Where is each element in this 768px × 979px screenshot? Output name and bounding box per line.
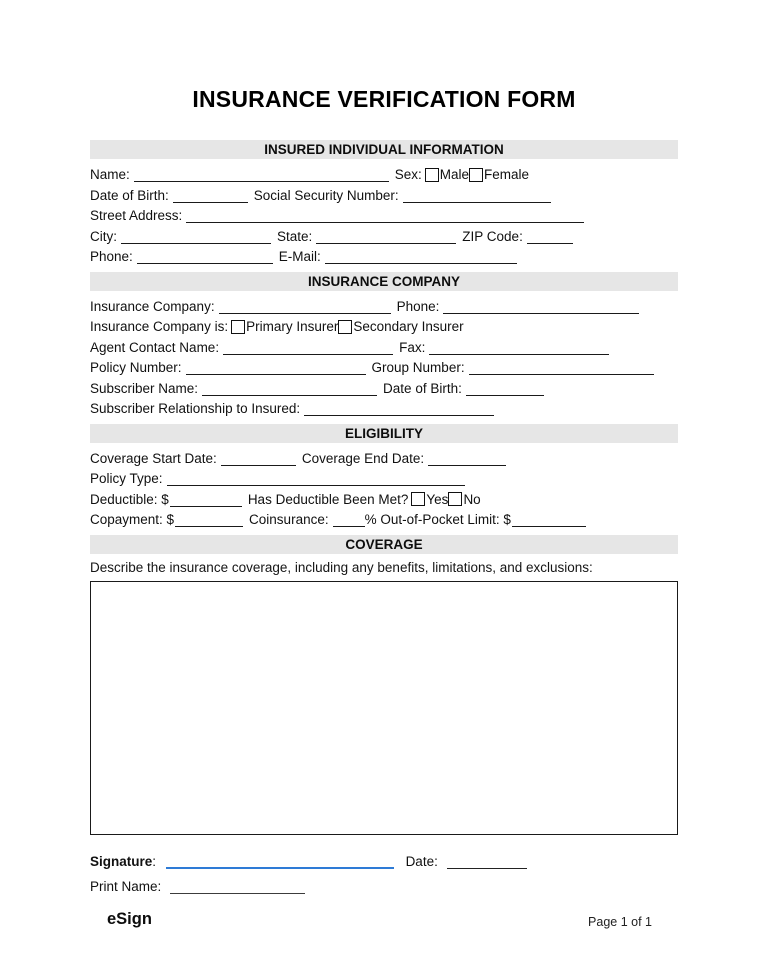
form-row (90, 358, 678, 379)
form-row (90, 297, 678, 318)
field-label: No (463, 491, 481, 507)
policy-type-line[interactable] (167, 472, 465, 486)
deductible-amount-line[interactable] (170, 493, 242, 507)
form-row (90, 206, 678, 227)
city-line[interactable] (121, 230, 271, 244)
field-label: Fax: (399, 339, 426, 355)
email-line[interactable] (325, 250, 517, 264)
field-label: Copayment: $ (90, 512, 175, 527)
field-label: Policy Number: (90, 360, 182, 375)
signature-label-colon: : (152, 853, 157, 869)
zip-code-line[interactable] (527, 230, 573, 244)
state-line[interactable] (316, 230, 456, 244)
street-address-line[interactable] (186, 209, 584, 223)
field-label: % Out-of-Pocket Limit: $ (364, 512, 511, 527)
group-number-line[interactable] (469, 361, 654, 375)
coverage-start-date-line[interactable] (221, 452, 296, 466)
field-label: Date of Birth: (90, 187, 169, 203)
field-label: Street Address: (90, 208, 183, 223)
form-row (90, 449, 678, 470)
subscriber-relationship-line[interactable] (304, 402, 494, 416)
social-security-number-line[interactable] (403, 189, 551, 203)
fax-line[interactable] (429, 341, 609, 355)
sex-male-checkbox[interactable] (425, 168, 439, 182)
field-label: Phone: (90, 249, 133, 264)
insurance-company-line[interactable] (219, 300, 391, 314)
field-label: Social Security Number: (253, 187, 399, 203)
deductible-met-no-checkbox[interactable] (448, 492, 462, 506)
field-label: Subscriber Name: (90, 380, 199, 396)
coverage-description-box[interactable] (90, 581, 678, 835)
field-label: Insurance Company: (90, 298, 215, 314)
subscriber-name-line[interactable] (202, 382, 377, 396)
section-coverage (90, 535, 678, 835)
print-name-label: Print Name: (90, 878, 162, 894)
coverage-end-date-line[interactable] (428, 452, 506, 466)
field-label: Secondary Insurer (353, 319, 464, 334)
form-row (90, 469, 678, 490)
field-label: Male (439, 167, 470, 182)
section-header-insured-individual-information: INSURED INDIVIDUAL INFORMATION (90, 140, 678, 159)
field-label: Has Deductible Been Met? (247, 491, 409, 507)
primary-insurer-checkbox[interactable] (231, 320, 245, 334)
coverage-instructions: Describe the insurance coverage, including any benefits, limitations, and exclusions: (90, 559, 593, 575)
signature-label: Signature (90, 853, 153, 869)
print-name-row (90, 874, 678, 899)
secondary-insurer-checkbox[interactable] (338, 320, 352, 334)
field-label: Coinsurance: (249, 512, 329, 527)
form-row (90, 338, 678, 359)
field-label: Date of Birth: (383, 380, 462, 396)
form-content (90, 140, 678, 899)
form-row (90, 490, 678, 511)
signature-line[interactable] (166, 853, 394, 869)
field-label: Deductible: $ (90, 491, 169, 507)
form-row (90, 186, 678, 207)
policy-number-line[interactable] (186, 361, 366, 375)
form-row (90, 379, 678, 400)
sex-female-checkbox[interactable] (469, 168, 483, 182)
form-row (90, 165, 678, 186)
subscriber-date-of-birth-line[interactable] (466, 382, 544, 396)
esign-logo: eSign (107, 910, 152, 928)
field-label: Coverage Start Date: (90, 450, 217, 466)
date-line[interactable] (447, 854, 527, 869)
section-insurance-company (90, 272, 678, 424)
field-label: E-Mail: (278, 249, 321, 264)
name-line[interactable] (134, 168, 389, 182)
field-label: Yes (426, 491, 449, 507)
insurance-company-phone-line[interactable] (443, 300, 639, 314)
form-row (90, 247, 678, 268)
signature-block (90, 849, 678, 899)
form-row (90, 510, 678, 531)
date-label: Date: (405, 853, 438, 869)
field-label: Primary Insurer (246, 319, 339, 334)
field-label: Subscriber Relationship to Insured: (90, 401, 301, 416)
section-header-eligibility: ELIGIBILITY (90, 424, 678, 443)
field-label: ZIP Code: (462, 228, 523, 244)
form-row (90, 227, 678, 248)
field-label: Agent Contact Name: (90, 339, 220, 355)
form-row (90, 399, 678, 420)
out-of-pocket-limit-line[interactable] (512, 513, 586, 527)
field-label: Female (484, 167, 530, 182)
field-label: Group Number: (371, 360, 465, 375)
form-title: INSURANCE VERIFICATION FORM (192, 86, 576, 112)
phone-line[interactable] (137, 250, 273, 264)
field-label: State: (277, 228, 313, 244)
section-header-insurance-company: INSURANCE COMPANY (90, 272, 678, 291)
form-row (90, 317, 678, 338)
page-indicator: Page 1 of 1 (588, 915, 652, 929)
field-label: Policy Type: (90, 471, 163, 486)
field-label: Name: (90, 167, 130, 182)
agent-contact-name-line[interactable] (223, 341, 393, 355)
section-header-coverage: COVERAGE (90, 535, 678, 554)
field-label: Insurance Company is: (90, 319, 229, 334)
deductible-met-yes-checkbox[interactable] (411, 492, 425, 506)
section-insured-individual-information (90, 140, 678, 272)
field-label: City: (90, 228, 117, 244)
coinsurance-percent-line[interactable] (333, 513, 365, 527)
form-sections (90, 140, 678, 835)
field-label: Coverage End Date: (301, 450, 425, 466)
field-label: Phone: (396, 298, 440, 314)
signature-row (90, 849, 678, 874)
copayment-amount-line[interactable] (175, 513, 243, 527)
print-name-line[interactable] (170, 879, 305, 894)
date-of-birth-line[interactable] (173, 189, 248, 203)
section-eligibility (90, 424, 678, 535)
field-label: Sex: (394, 167, 422, 182)
